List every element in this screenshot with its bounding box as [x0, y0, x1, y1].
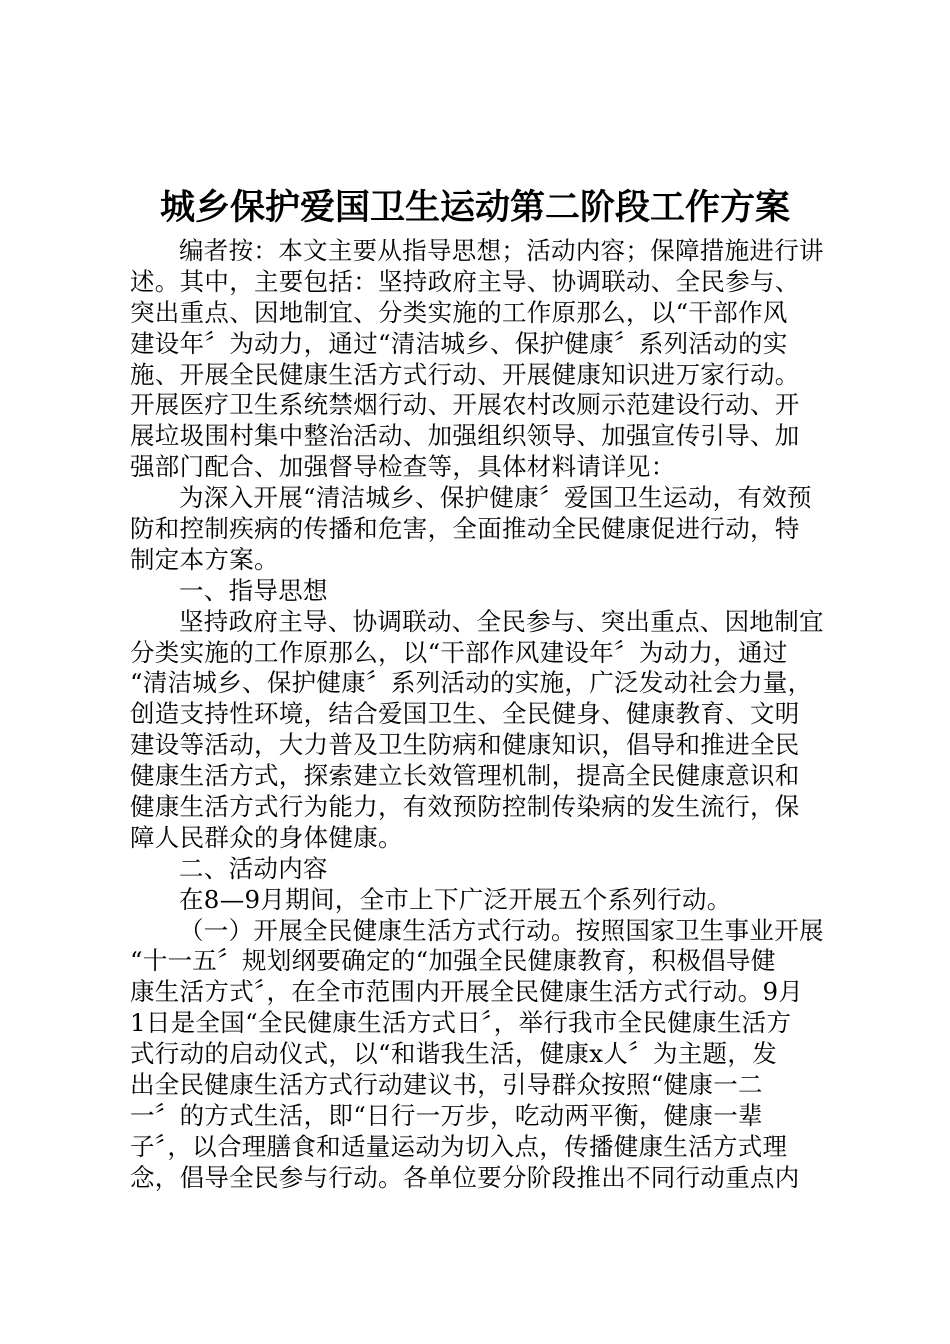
body-line: 子〞，以合理膳食和适量运动为切入点，传播健康生活方式理: [130, 1131, 788, 1161]
body-line: 健康生活方式，探索建立长效管理机制，提高全民健康意识和: [130, 761, 800, 791]
body-line: 强部门配合、加强督导检查等，具体材料请详见：: [130, 452, 676, 482]
body-line: （一）开展全民健康生活方式行动。按照国家卫生事业开展: [179, 915, 824, 945]
body-line: 展垃圾围村集中整治活动、加强组织领导、加强宣传引导、加: [130, 421, 800, 451]
body-line: 创造支持性环境，结合爱国卫生、全民健身、健康教育、文明: [130, 699, 800, 729]
document-title: 城乡保护爱国卫生运动第二阶段工作方案: [159, 188, 790, 228]
body-line: 建设等活动，大力普及卫生防病和健康知识，倡导和推进全民: [130, 730, 800, 760]
document-body: [130, 236, 830, 1194]
body-line: 出全民健康生活方式行动建议书，引导群众按照“健康一二: [130, 1070, 763, 1100]
body-line: 在8—9月期间，全市上下广泛开展五个系列行动。: [179, 884, 732, 914]
body-line: 开展医疗卫生系统禁烟行动、开展农村改厕示范建设行动、开: [130, 390, 800, 420]
body-line: 障人民群众的身体健康。: [130, 822, 403, 852]
body-line: 一〞的方式生活，即“日行一万步，吃动两平衡，健康一辈: [130, 1100, 763, 1130]
body-line: 式行动的启动仪式，以“和谐我生活，健康x人〞为主题，发: [130, 1039, 777, 1069]
body-line: 为深入开展“清洁城乡、保护健康〞爱国卫生运动，有效预: [179, 483, 812, 513]
body-line: 述。其中，主要包括：坚持政府主导、协调联动、全民参与、: [130, 266, 800, 296]
body-line: 制定本方案。: [130, 544, 279, 574]
body-line: 突出重点、因地制宜、分类实施的工作原那么，以“干部作风: [130, 297, 788, 327]
body-line: 编者按：本文主要从指导思想；活动内容；保障措施进行讲: [179, 236, 824, 265]
body-line: 康生活方式〞，在全市范围内开展全民健康生活方式行动。9月: [130, 977, 804, 1007]
body-line: 二、活动内容: [179, 853, 328, 883]
body-line: 一、指导思想: [179, 575, 328, 605]
body-line: 防和控制疾病的传播和危害，全面推动全民健康促进行动，特: [130, 514, 800, 544]
body-line: “清洁城乡、保护健康〞系列活动的实施，广泛发动社会力量，: [130, 668, 813, 698]
body-line: 1日是全国“全民健康生活方式日〞，举行我市全民健康生活方: [130, 1008, 792, 1038]
body-line: 坚持政府主导、协调联动、全民参与、突出重点、因地制宜: [179, 606, 824, 636]
body-line: 施、开展全民健康生活方式行动、开展健康知识进万家行动。: [130, 359, 800, 389]
body-line: 分类实施的工作原那么，以“干部作风建设年〞为动力，通过: [130, 637, 788, 667]
body-line: 建设年〞为动力，通过“清洁城乡、保护健康〞系列活动的实: [130, 328, 788, 358]
body-line: 念，倡导全民参与行动。各单位要分阶段推出不同行动重点内: [130, 1162, 800, 1192]
body-line: “十一五〞规划纲要确定的“加强全民健康教育，积极倡导健: [130, 946, 776, 976]
body-line: 健康生活方式行为能力，有效预防控制传染病的发生流行，保: [130, 792, 800, 822]
